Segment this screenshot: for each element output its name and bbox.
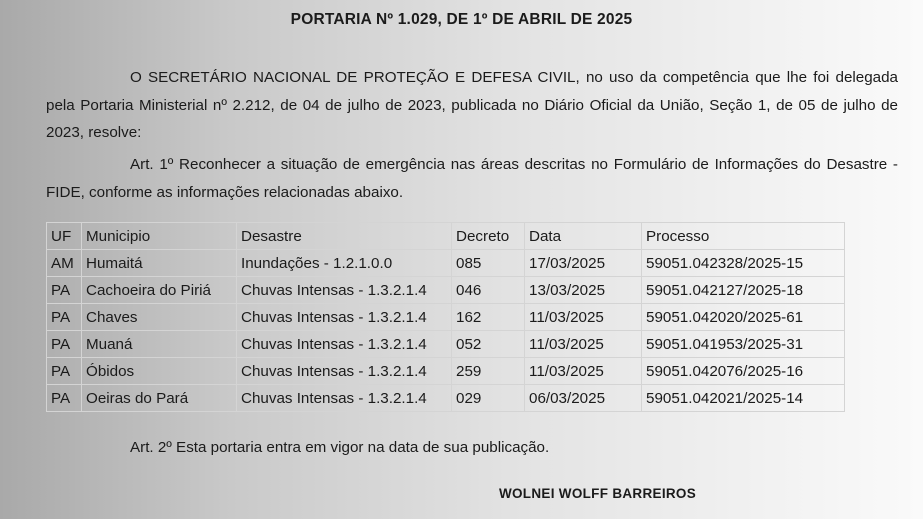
- cell-desastre: Chuvas Intensas - 1.3.2.1.4: [237, 358, 452, 385]
- header-municipio: Municipio: [82, 223, 237, 250]
- cell-desastre: Chuvas Intensas - 1.3.2.1.4: [237, 385, 452, 412]
- document-title: PORTARIA Nº 1.029, DE 1º DE ABRIL DE 2025: [290, 11, 633, 28]
- cell-processo: 59051.041953/2025-31: [642, 331, 845, 358]
- cell-data: 06/03/2025: [525, 385, 642, 412]
- cell-processo: 59051.042127/2025-18: [642, 277, 845, 304]
- header-desastre: Desastre: [237, 223, 452, 250]
- cell-municipio: Chaves: [82, 304, 237, 331]
- table-row: [47, 358, 845, 385]
- header-data: Data: [525, 223, 642, 250]
- cell-desastre: Chuvas Intensas - 1.3.2.1.4: [237, 277, 452, 304]
- cell-municipio: Óbidos: [82, 358, 237, 385]
- cell-decreto: 029: [452, 385, 525, 412]
- signature-name: WOLNEI WOLFF BARREIROS: [498, 486, 697, 501]
- cell-data: 17/03/2025: [525, 250, 642, 277]
- cell-uf: AM: [47, 250, 82, 277]
- cell-decreto: 052: [452, 331, 525, 358]
- cell-municipio: Cachoeira do Piriá: [82, 277, 237, 304]
- cell-desastre: Chuvas Intensas - 1.3.2.1.4: [237, 331, 452, 358]
- table-row: [47, 331, 845, 358]
- cell-uf: PA: [47, 385, 82, 412]
- cell-desastre: Inundações - 1.2.1.0.0: [237, 250, 452, 277]
- preamble-paragraph: O SECRETÁRIO NACIONAL DE PROTEÇÃO E DEFESA CIVIL, no uso da competência que lhe foi delegada pela Portaria Ministerial nº 2.212, de 04 de julho de 2023, publicada no Diário Oficial da União, Seção 1, de 05 de julho de 2023, resolve:: [46, 69, 898, 141]
- cell-uf: PA: [47, 304, 82, 331]
- cell-desastre: Chuvas Intensas - 1.3.2.1.4: [237, 304, 452, 331]
- table-row: [47, 304, 845, 331]
- table-row: [47, 250, 845, 277]
- table-row: [47, 277, 845, 304]
- cell-processo: 59051.042076/2025-16: [642, 358, 845, 385]
- cell-decreto: 046: [452, 277, 525, 304]
- cell-uf: PA: [47, 277, 82, 304]
- article-2-paragraph: Art. 2º Esta portaria entra em vigor na data de sua publicação.: [130, 439, 550, 456]
- cell-processo: 59051.042328/2025-15: [642, 250, 845, 277]
- header-decreto: Decreto: [452, 223, 525, 250]
- header-uf: UF: [47, 223, 82, 250]
- disaster-table: [46, 222, 845, 412]
- cell-data: 11/03/2025: [525, 331, 642, 358]
- header-processo: Processo: [642, 223, 845, 250]
- cell-municipio: Muaná: [82, 331, 237, 358]
- cell-decreto: 162: [452, 304, 525, 331]
- cell-municipio: Oeiras do Pará: [82, 385, 237, 412]
- cell-uf: PA: [47, 331, 82, 358]
- cell-uf: PA: [47, 358, 82, 385]
- cell-processo: 59051.042020/2025-61: [642, 304, 845, 331]
- article-1-paragraph: Art. 1º Reconhecer a situação de emergência nas áreas descritas no Formulário de Informações do Desastre - FIDE, conforme as informações relacionadas abaixo.: [46, 156, 898, 201]
- cell-data: 11/03/2025: [525, 304, 642, 331]
- cell-data: 13/03/2025: [525, 277, 642, 304]
- cell-processo: 59051.042021/2025-14: [642, 385, 845, 412]
- cell-municipio: Humaitá: [82, 250, 237, 277]
- cell-data: 11/03/2025: [525, 358, 642, 385]
- cell-decreto: 259: [452, 358, 525, 385]
- cell-decreto: 085: [452, 250, 525, 277]
- table-row: [47, 385, 845, 412]
- table-header-row: [47, 223, 845, 250]
